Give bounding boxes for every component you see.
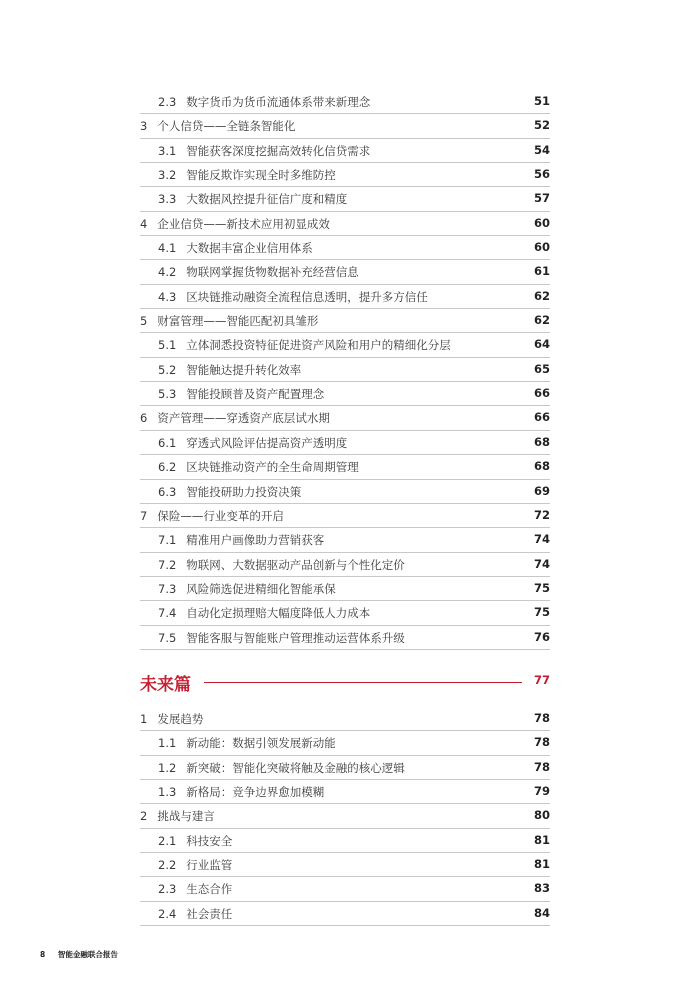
toc-entry-page: 81 bbox=[533, 856, 550, 871]
toc-entry-text: 立体洞悉投资特征促进资产风险和用户的精细化分层 bbox=[186, 338, 451, 353]
toc-entry-number: 5.2 bbox=[158, 362, 177, 377]
toc-entry-number: 1.1 bbox=[158, 736, 177, 751]
toc-entry-page: 69 bbox=[533, 483, 550, 498]
toc-entry-title bbox=[158, 167, 336, 183]
toc-entry-text: 新动能：数据引领发展新动能 bbox=[186, 736, 336, 751]
toc-entry-number: 2.1 bbox=[158, 833, 177, 848]
toc-entry-number: 6.3 bbox=[158, 484, 177, 499]
toc-entry-page: 60 bbox=[533, 215, 550, 230]
toc-entry-page: 72 bbox=[533, 507, 550, 522]
toc-entry-number: 5 bbox=[140, 314, 148, 329]
toc-subentry[interactable] bbox=[140, 455, 550, 479]
toc-entry-title bbox=[158, 630, 405, 646]
toc-subentry[interactable] bbox=[140, 853, 550, 877]
toc-entry[interactable] bbox=[140, 212, 550, 236]
toc-entry-text: 智能反欺诈实现全时多维防控 bbox=[186, 168, 336, 183]
toc-entry-title bbox=[158, 906, 232, 922]
toc-entry-number: 6.1 bbox=[158, 435, 177, 450]
footer-report-title: 智能金融联合报告 bbox=[57, 950, 118, 959]
toc-entry-number: 7.3 bbox=[158, 581, 177, 596]
toc-entry-page: 76 bbox=[533, 629, 550, 644]
toc-entry-title bbox=[158, 191, 347, 207]
toc-entry-text: 区块链推动资产的全生命周期管理 bbox=[186, 460, 359, 475]
toc-subentry[interactable] bbox=[140, 553, 550, 577]
toc-entry-page: 61 bbox=[533, 264, 550, 279]
toc-entry[interactable] bbox=[140, 504, 550, 528]
section-heading[interactable] bbox=[140, 667, 550, 700]
toc-entry-page: 75 bbox=[533, 605, 550, 620]
toc-entry-page: 68 bbox=[533, 459, 550, 474]
toc-entry-text: 挑战与建言 bbox=[157, 809, 215, 824]
toc-entry-title bbox=[158, 581, 336, 597]
toc-entry-text: 新突破：智能化突破将触及金融的核心逻辑 bbox=[186, 760, 405, 775]
footer-page-number: 8 bbox=[40, 950, 46, 959]
toc-entry-page: 56 bbox=[533, 167, 550, 182]
toc-entry-number: 1.3 bbox=[158, 784, 177, 799]
toc-entry-title bbox=[158, 337, 451, 353]
toc-entry-title bbox=[158, 735, 336, 751]
toc-entry-text: 智能触达提升转化效率 bbox=[186, 362, 302, 377]
toc-entry-number: 2 bbox=[140, 809, 148, 824]
toc-entry-number: 6.2 bbox=[158, 460, 177, 475]
toc-entry-page: 52 bbox=[533, 118, 550, 133]
toc-entry-page: 83 bbox=[533, 881, 550, 896]
toc-entry[interactable] bbox=[140, 114, 550, 138]
toc-entry-title bbox=[158, 784, 324, 800]
toc-subentry[interactable] bbox=[140, 163, 550, 187]
toc-entry-page: 57 bbox=[533, 191, 550, 206]
toc-entry-page: 74 bbox=[533, 556, 550, 571]
toc-entry-number: 4.3 bbox=[158, 289, 177, 304]
toc-entry-page: 66 bbox=[533, 386, 550, 401]
toc-subentry[interactable] bbox=[140, 829, 550, 853]
toc-entry-title bbox=[158, 557, 405, 573]
toc-subentry[interactable] bbox=[140, 333, 550, 357]
toc-entry[interactable] bbox=[140, 804, 550, 828]
toc-subentry[interactable] bbox=[140, 902, 550, 926]
toc-entry-page: 68 bbox=[533, 434, 550, 449]
toc-subentry[interactable] bbox=[140, 285, 550, 309]
toc-entry-title bbox=[140, 711, 203, 727]
toc-entry-number: 1 bbox=[140, 711, 148, 726]
toc-list-part2 bbox=[140, 707, 550, 926]
toc-subentry[interactable] bbox=[140, 236, 550, 260]
toc-entry-text: 财富管理——智能匹配初具雏形 bbox=[157, 314, 319, 329]
toc-subentry[interactable] bbox=[140, 601, 550, 625]
toc-entry-number: 7.5 bbox=[158, 630, 177, 645]
toc-entry-number: 4 bbox=[140, 216, 148, 231]
toc-entry-number: 4.1 bbox=[158, 241, 177, 256]
toc-entry-number: 2.4 bbox=[158, 906, 177, 921]
toc-entry-page: 66 bbox=[533, 410, 550, 425]
toc-entry-page: 79 bbox=[533, 783, 550, 798]
toc-subentry[interactable] bbox=[140, 431, 550, 455]
toc-subentry[interactable] bbox=[140, 577, 550, 601]
toc-entry-page: 62 bbox=[533, 288, 550, 303]
toc-entry-title bbox=[140, 808, 215, 824]
toc-entry-title bbox=[158, 605, 370, 621]
toc-entry-text: 保险——行业变革的开启 bbox=[157, 508, 284, 523]
toc-entry-text: 自动化定损理赔大幅度降低人力成本 bbox=[186, 606, 371, 621]
toc-entry-page: 78 bbox=[533, 710, 550, 725]
toc-entry-page: 81 bbox=[533, 832, 550, 847]
toc-entry-text: 行业监管 bbox=[186, 857, 233, 872]
toc-entry-title bbox=[158, 833, 232, 849]
toc-entry-page: 60 bbox=[533, 240, 550, 255]
toc-entry-number: 2.3 bbox=[158, 882, 177, 897]
toc-entry-title bbox=[140, 313, 318, 329]
toc-entry-text: 区块链推动融资全流程信息透明，提升多方信任 bbox=[186, 289, 428, 304]
toc-entry-page: 54 bbox=[533, 142, 550, 157]
toc-entry-number: 3.3 bbox=[158, 192, 177, 207]
page-footer bbox=[40, 949, 118, 960]
toc-subentry[interactable] bbox=[140, 358, 550, 382]
toc-entry-title bbox=[158, 459, 359, 475]
toc-entry-text: 智能投研助力投资决策 bbox=[186, 484, 302, 499]
toc-entry[interactable] bbox=[140, 309, 550, 333]
toc-entry-page: 64 bbox=[533, 337, 550, 352]
toc-entry-title bbox=[158, 881, 232, 897]
table-of-contents bbox=[140, 90, 550, 926]
section-page: 77 bbox=[533, 672, 550, 687]
toc-entry-title bbox=[158, 143, 370, 159]
toc-subentry[interactable] bbox=[140, 756, 550, 780]
toc-entry-page: 75 bbox=[533, 580, 550, 595]
toc-entry-title bbox=[158, 240, 313, 256]
toc-entry-title bbox=[158, 532, 324, 548]
toc-list-part1 bbox=[140, 90, 550, 650]
toc-entry-page: 62 bbox=[533, 313, 550, 328]
toc-entry-page: 78 bbox=[533, 735, 550, 750]
toc-entry-page: 78 bbox=[533, 759, 550, 774]
toc-entry-title bbox=[158, 386, 324, 402]
toc-entry-number: 7 bbox=[140, 508, 148, 523]
toc-entry[interactable] bbox=[140, 406, 550, 430]
toc-entry-number: 7.4 bbox=[158, 606, 177, 621]
toc-entry-number: 4.2 bbox=[158, 265, 177, 280]
toc-entry-title bbox=[140, 410, 330, 426]
toc-entry-title bbox=[158, 484, 301, 500]
toc-entry-title bbox=[158, 362, 301, 378]
toc-entry-title bbox=[158, 760, 405, 776]
section-title: 未来篇 bbox=[140, 674, 191, 695]
toc-subentry[interactable] bbox=[140, 528, 550, 552]
toc-entry-text: 穿透式风险评估提高资产透明度 bbox=[186, 435, 348, 450]
toc-entry-text: 发展趋势 bbox=[157, 711, 204, 726]
toc-entry-title bbox=[158, 94, 370, 110]
toc-entry-text: 精准用户画像助力营销获客 bbox=[186, 533, 325, 548]
toc-entry-number: 7.2 bbox=[158, 557, 177, 572]
toc-subentry[interactable] bbox=[140, 480, 550, 504]
toc-subentry[interactable] bbox=[140, 731, 550, 755]
toc-entry-number: 1.2 bbox=[158, 760, 177, 775]
toc-entry-text: 智能投顾普及资产配置理念 bbox=[186, 387, 325, 402]
toc-entry-text: 大数据丰富企业信用体系 bbox=[186, 241, 313, 256]
toc-entry-text: 科技安全 bbox=[186, 833, 233, 848]
toc-entry-number: 7.1 bbox=[158, 533, 177, 548]
toc-subentry[interactable] bbox=[140, 877, 550, 901]
toc-entry-number: 5.1 bbox=[158, 338, 177, 353]
toc-subentry[interactable] bbox=[140, 187, 550, 211]
toc-subentry[interactable] bbox=[140, 780, 550, 804]
toc-subentry[interactable] bbox=[140, 382, 550, 406]
toc-entry-title bbox=[140, 508, 284, 524]
toc-entry-number: 3.2 bbox=[158, 168, 177, 183]
toc-entry-text: 风险筛选促进精细化智能承保 bbox=[186, 581, 336, 596]
toc-entry-text: 资产管理——穿透资产底层试水期 bbox=[157, 411, 330, 426]
toc-entry-number: 2.2 bbox=[158, 857, 177, 872]
section-rule bbox=[204, 682, 522, 683]
toc-entry-page: 74 bbox=[533, 532, 550, 547]
toc-entry-text: 大数据风控提升征信广度和精度 bbox=[186, 192, 348, 207]
toc-entry-text: 企业信贷——新技术应用初显成效 bbox=[157, 216, 330, 231]
toc-entry-number: 2.3 bbox=[158, 95, 177, 109]
toc-entry-number: 5.3 bbox=[158, 387, 177, 402]
toc-entry-page: 84 bbox=[533, 905, 550, 920]
toc-entry-title bbox=[158, 857, 232, 873]
toc-entry-text: 社会责任 bbox=[186, 906, 233, 921]
toc-entry-page: 65 bbox=[533, 361, 550, 376]
toc-subentry[interactable] bbox=[140, 626, 550, 650]
toc-entry-text: 智能客服与智能账户管理推动运营体系升级 bbox=[186, 630, 405, 645]
toc-entry-number: 3 bbox=[140, 119, 148, 134]
toc-entry-text: 生态合作 bbox=[186, 882, 233, 897]
toc-entry-title bbox=[140, 118, 295, 134]
toc-subentry[interactable] bbox=[140, 139, 550, 163]
toc-entry[interactable] bbox=[140, 707, 550, 731]
toc-entry-title bbox=[140, 216, 330, 232]
toc-entry-title bbox=[158, 264, 359, 280]
toc-entry-text: 智能获客深度挖掘高效转化信贷需求 bbox=[186, 143, 371, 158]
toc-entry-title bbox=[158, 435, 347, 451]
toc-entry-title bbox=[158, 289, 428, 305]
toc-entry-text: 数字货币为货币流通体系带来新理念 bbox=[186, 95, 371, 109]
toc-entry-number: 6 bbox=[140, 411, 148, 426]
toc-entry-text: 物联网、大数据驱动产品创新与个性化定价 bbox=[186, 557, 405, 572]
toc-entry-text: 个人信贷——全链条智能化 bbox=[157, 119, 296, 134]
toc-subentry[interactable] bbox=[140, 90, 550, 114]
toc-entry-text: 物联网掌握货物数据补充经营信息 bbox=[186, 265, 359, 280]
toc-entry-text: 新格局：竞争边界愈加模糊 bbox=[186, 784, 325, 799]
toc-entry-number: 3.1 bbox=[158, 143, 177, 158]
toc-entry-page: 51 bbox=[533, 94, 550, 108]
toc-subentry[interactable] bbox=[140, 260, 550, 284]
toc-entry-page: 80 bbox=[533, 808, 550, 823]
